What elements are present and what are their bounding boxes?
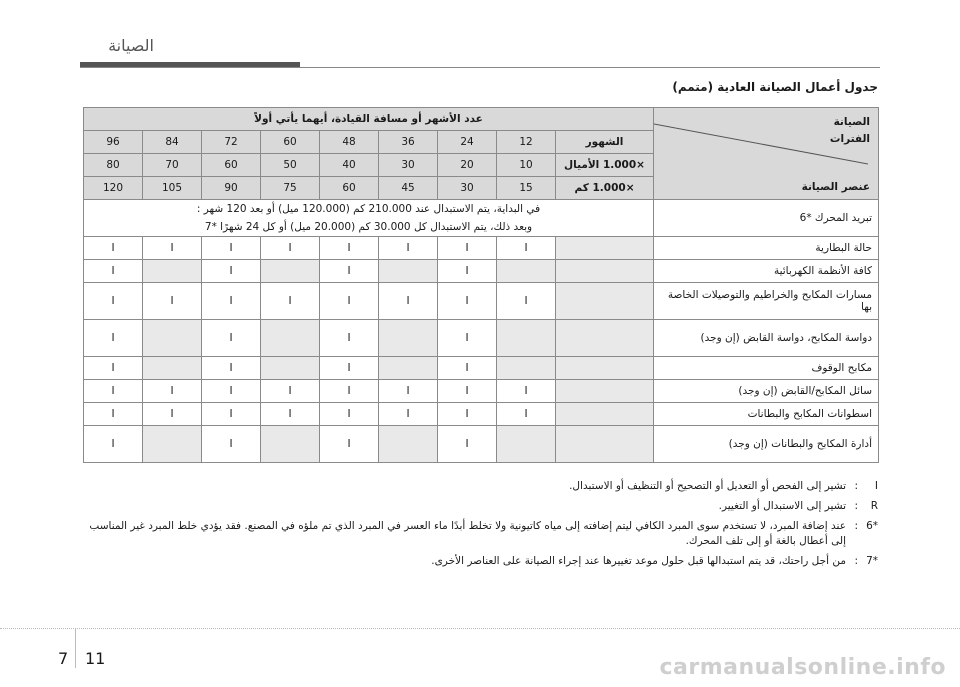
coolant-schedule-line-1: في البداية، يتم الاستبدال عند 210.000 كم (120.000 ميل) أو بعد 120 شهر : xyxy=(196,203,541,215)
interval-main-header: عدد الأشهر أو مسافة القيادة، أيهما يأتي أولاً xyxy=(84,108,654,131)
inspection-mark: I xyxy=(438,403,497,426)
month-value: 84 xyxy=(143,131,202,154)
inspection-mark: I xyxy=(84,320,143,357)
table-row xyxy=(84,260,879,283)
km-value: 105 xyxy=(143,177,202,200)
note-text: تشير إلى الفحص أو التعديل أو التصحيح أو التنظيف أو الاستبدال. xyxy=(569,480,846,492)
inspection-mark: I xyxy=(84,357,143,380)
note-colon: : xyxy=(854,500,858,512)
note-colon: : xyxy=(854,480,858,492)
table-row xyxy=(84,320,879,357)
month-value: 36 xyxy=(379,131,438,154)
miles-value: 40 xyxy=(320,154,379,177)
inspection-mark: I xyxy=(497,237,556,260)
inspection-mark: I xyxy=(379,237,438,260)
inspection-mark: I xyxy=(438,283,497,320)
inspection-mark: I xyxy=(320,357,379,380)
row-spacer xyxy=(556,320,654,357)
inspection-mark xyxy=(379,260,438,283)
coolant-item: تبريد المحرك *6 xyxy=(654,200,879,237)
footer-divider xyxy=(75,628,76,668)
row-item-label: مكابح الوقوف xyxy=(654,357,879,380)
inspection-mark: I xyxy=(84,426,143,463)
inspection-mark xyxy=(497,426,556,463)
month-value: 96 xyxy=(84,131,143,154)
row-item-label: حالة البطارية xyxy=(654,237,879,260)
note-text: تشير إلى الاستبدال أو التغيير. xyxy=(718,500,846,512)
inspection-mark: I xyxy=(379,283,438,320)
km-value: 15 xyxy=(497,177,556,200)
row-item-label: كافة الأنظمة الكهربائية xyxy=(654,260,879,283)
note-colon: : xyxy=(854,520,858,532)
note-marker: *7 xyxy=(866,555,878,567)
miles-value: 80 xyxy=(84,154,143,177)
table-row xyxy=(84,403,879,426)
inspection-mark: I xyxy=(84,260,143,283)
row-spacer xyxy=(556,403,654,426)
inspection-mark xyxy=(143,426,202,463)
inspection-mark: I xyxy=(497,283,556,320)
row-item-label: دواسة المكابح، دواسة القابض (إن وجد) xyxy=(654,320,879,357)
inspection-mark: I xyxy=(202,403,261,426)
inspection-mark: I xyxy=(320,283,379,320)
inspection-mark xyxy=(497,357,556,380)
inspection-mark: I xyxy=(320,403,379,426)
month-value: 12 xyxy=(497,131,556,154)
inspection-mark: I xyxy=(202,237,261,260)
inspection-mark xyxy=(379,357,438,380)
miles-value: 20 xyxy=(438,154,497,177)
inspection-mark: I xyxy=(438,426,497,463)
inspection-mark: I xyxy=(143,237,202,260)
inspection-mark: I xyxy=(438,357,497,380)
inspection-mark: I xyxy=(143,403,202,426)
inspection-mark xyxy=(497,260,556,283)
inspection-mark: I xyxy=(320,320,379,357)
table-corner-header xyxy=(654,108,879,200)
corner-intervals-label xyxy=(830,114,870,148)
month-value: 60 xyxy=(261,131,320,154)
note-colon: : xyxy=(854,555,858,567)
row-item-label: سائل المكابح/القابض (إن وجد) xyxy=(654,380,879,403)
inspection-mark: I xyxy=(497,403,556,426)
miles-value: 30 xyxy=(379,154,438,177)
inspection-mark: I xyxy=(84,403,143,426)
inspection-mark: I xyxy=(438,237,497,260)
table-row xyxy=(84,237,879,260)
inspection-mark: I xyxy=(438,260,497,283)
miles-value: 50 xyxy=(261,154,320,177)
page-number: 11 xyxy=(85,649,106,668)
corner-periods-label: الفترات xyxy=(829,133,870,145)
coolant-schedule-line-2: وبعد ذلك، يتم الاستبدال كل 30.000 كم (20.000 ميل) أو كل 24 شهرًا *7 xyxy=(204,221,533,233)
notes-section xyxy=(78,479,878,574)
inspection-mark xyxy=(379,320,438,357)
row-spacer xyxy=(556,426,654,463)
inspection-mark: I xyxy=(84,237,143,260)
row-spacer xyxy=(556,237,654,260)
row-item-label: مسارات المكابح والخراطيم والتوصيلات الخاصة بها xyxy=(654,283,879,320)
note-marker: R xyxy=(870,500,878,512)
note-text: من أجل راحتك، قد يتم استبدالها قبل حلول موعد تغييرها عند إجراء الصيانة على العناصر الأخرى. xyxy=(431,555,846,567)
month-value: 24 xyxy=(438,131,497,154)
coolant-row xyxy=(84,200,879,237)
miles-value: 70 xyxy=(143,154,202,177)
footer-rule xyxy=(0,628,960,629)
note-item xyxy=(78,499,878,514)
km-label: ×1.000 كم xyxy=(556,177,654,200)
watermark: carmanualsonline.info xyxy=(659,655,946,680)
km-value: 120 xyxy=(84,177,143,200)
inspection-mark: I xyxy=(202,283,261,320)
inspection-mark: I xyxy=(202,320,261,357)
inspection-mark: I xyxy=(261,237,320,260)
months-label: الشهور xyxy=(556,131,654,154)
row-item-label: أدارة المكابح والبطانات (إن وجد) xyxy=(654,426,879,463)
inspection-mark: I xyxy=(202,426,261,463)
km-value: 45 xyxy=(379,177,438,200)
inspection-mark: I xyxy=(261,403,320,426)
table-row xyxy=(84,283,879,320)
corner-item-label: عنصر الصيانة xyxy=(801,181,870,193)
note-marker: I xyxy=(874,480,878,492)
header-rule xyxy=(80,67,880,68)
table-row xyxy=(84,357,879,380)
note-text: عند إضافة المبرد، لا تستخدم سوى المبرد الكافي ليتم إضافته إلى مياه كاتيونية ولا تخلط أبدًا ماء العسر في المبرد الذي تم ملؤه في المصنع. فقد يؤدي خلط المبرد غير المناسب إلى أعطال بالغة أو إلى تلف المحرك. xyxy=(89,520,846,547)
inspection-mark xyxy=(261,260,320,283)
km-value: 90 xyxy=(202,177,261,200)
table-row xyxy=(84,380,879,403)
inspection-mark: I xyxy=(143,283,202,320)
inspection-mark: I xyxy=(202,260,261,283)
month-value: 72 xyxy=(202,131,261,154)
inspection-mark xyxy=(379,426,438,463)
inspection-mark: I xyxy=(320,237,379,260)
inspection-mark xyxy=(261,357,320,380)
miles-value: 10 xyxy=(497,154,556,177)
inspection-mark: I xyxy=(379,403,438,426)
miles-label: ×1.000 الأميال xyxy=(556,154,654,177)
inspection-mark: I xyxy=(261,380,320,403)
inspection-mark xyxy=(497,320,556,357)
inspection-mark: I xyxy=(379,380,438,403)
note-item xyxy=(78,479,878,494)
inspection-mark xyxy=(143,260,202,283)
inspection-mark: I xyxy=(202,380,261,403)
note-item xyxy=(78,519,878,549)
inspection-mark: I xyxy=(143,380,202,403)
inspection-mark: I xyxy=(202,357,261,380)
table-caption: جدول أعمال الصيانة العادية (متمم) xyxy=(672,80,878,94)
inspection-mark xyxy=(261,320,320,357)
inspection-mark xyxy=(143,320,202,357)
inspection-mark: I xyxy=(438,320,497,357)
inspection-mark: I xyxy=(261,283,320,320)
chapter-number: 7 xyxy=(58,649,69,668)
row-spacer xyxy=(556,380,654,403)
row-item-label: اسطوانات المكابح والبطانات xyxy=(654,403,879,426)
note-marker: *6 xyxy=(866,520,878,532)
table-row xyxy=(84,426,879,463)
km-value: 60 xyxy=(320,177,379,200)
inspection-mark: I xyxy=(84,283,143,320)
inspection-mark: I xyxy=(320,426,379,463)
coolant-schedule xyxy=(84,200,654,237)
inspection-mark: I xyxy=(320,380,379,403)
inspection-mark: I xyxy=(320,260,379,283)
row-spacer xyxy=(556,260,654,283)
inspection-mark: I xyxy=(438,380,497,403)
row-spacer xyxy=(556,283,654,320)
km-value: 30 xyxy=(438,177,497,200)
km-value: 75 xyxy=(261,177,320,200)
section-title: الصيانة xyxy=(108,36,154,55)
row-spacer xyxy=(556,357,654,380)
inspection-mark: I xyxy=(497,380,556,403)
maintenance-schedule-table xyxy=(83,107,879,463)
month-value: 48 xyxy=(320,131,379,154)
note-item xyxy=(78,554,878,569)
corner-maintenance-label: الصيانة xyxy=(833,116,870,128)
inspection-mark: I xyxy=(84,380,143,403)
inspection-mark xyxy=(261,426,320,463)
inspection-mark xyxy=(143,357,202,380)
miles-value: 60 xyxy=(202,154,261,177)
